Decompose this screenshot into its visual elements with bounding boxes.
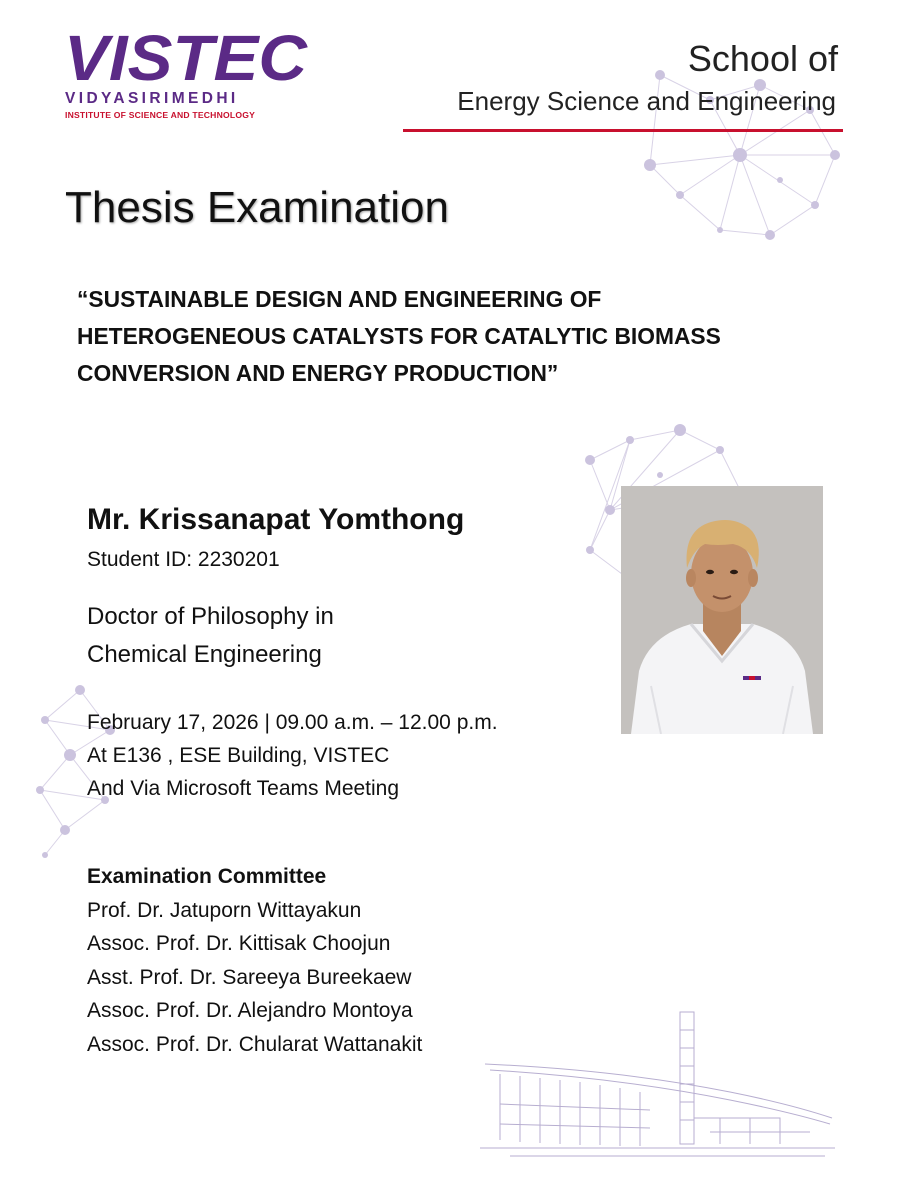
thesis-title: “SUSTAINABLE DESIGN AND ENGINEERING OF HETEROGENEOUS CATALYSTS FOR CATALYTIC BIOMASS CONVERSION AND ENERGY PRODUCTION”	[77, 286, 721, 386]
candidate-name: Mr. Krissanapat Yomthong	[87, 503, 465, 536]
candidate-photo	[621, 486, 823, 734]
school-line-1: School of	[687, 38, 838, 79]
page-title: Thesis Examination	[65, 183, 449, 232]
exam-datetime: February 17, 2026 | 09.00 a.m. – 12.00 p.m.	[87, 711, 498, 734]
committee-member: Asst. Prof. Dr. Sareeya Bureekaew	[87, 965, 412, 989]
exam-online: And Via Microsoft Teams Meeting	[87, 777, 400, 800]
schedule-block	[87, 706, 498, 805]
degree: Doctor of Philosophy in Chemical Engineering	[87, 603, 334, 668]
committee-heading: Examination Committee	[87, 865, 327, 888]
network-decoration-top-icon	[620, 55, 850, 255]
student-id: Student ID: 2230201	[87, 548, 280, 571]
committee-member: Assoc. Prof. Dr. Chularat Wattanakit	[87, 1032, 423, 1056]
exam-location: At E136 , ESE Building, VISTEC	[87, 744, 390, 767]
school-underline	[403, 129, 843, 132]
logo-wordmark: VISTEC	[64, 24, 308, 86]
committee-member: Assoc. Prof. Dr. Alejandro Montoya	[87, 999, 413, 1022]
committee-member: Prof. Dr. Jatuporn Wittayakun	[87, 898, 362, 922]
committee-member: Assoc. Prof. Dr. Kittisak Choojun	[87, 932, 391, 955]
building-sketch-icon	[480, 1000, 840, 1160]
logo-subtitle: VIDYASIRIMEDHI	[65, 90, 239, 107]
vistec-logo	[64, 24, 309, 86]
school-line-2: Energy Science and Engineering	[457, 86, 836, 116]
logo-institute-line: INSTITUTE OF SCIENCE AND TECHNOLOGY	[65, 110, 256, 120]
committee-block	[87, 860, 422, 1061]
